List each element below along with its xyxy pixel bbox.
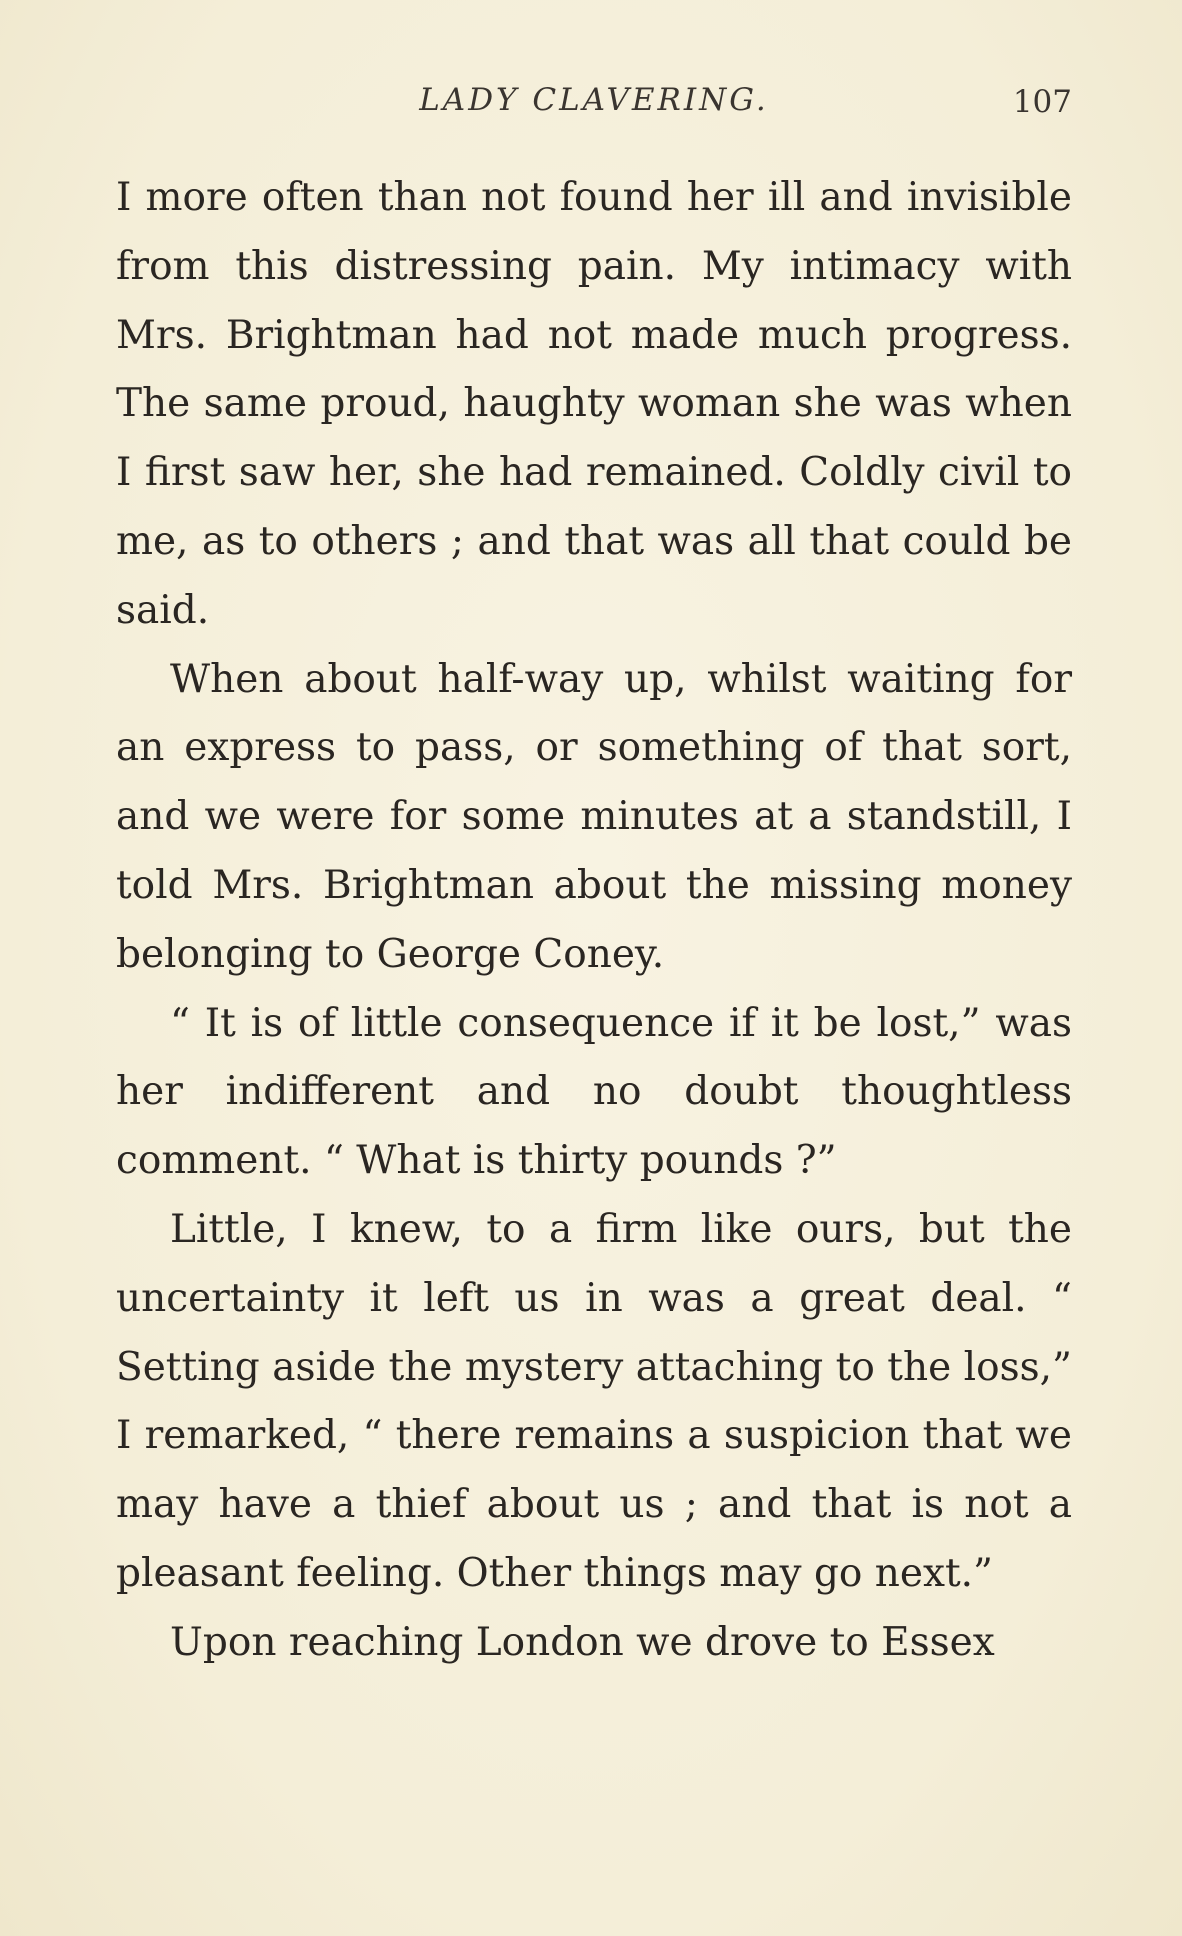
paragraph: Little, I knew, to a firm like ours, but the uncertainty it left us in was a great deal. “ Setting aside the mystery attaching to the loss,” I remarked, “ there remains a suspicion that we may have a thief about us ; and that is not a pleasant feeling. Other things may go next.” xyxy=(116,1206,1072,1596)
paragraph: “ It is of little consequence if it be lost,” was her indifferent and no doubt thoughtless comment. “ What is thirty pounds ?” xyxy=(116,1000,1072,1184)
paragraph: When about half-way up, whilst waiting for an express to pass, or something of that sort, and we were for some minutes at a standstill, I told Mrs. Brightman about the missing money belonging to George Coney. xyxy=(116,656,1072,977)
body-text xyxy=(116,164,1072,1678)
paragraph: Upon reaching London we drove to Essex xyxy=(170,1619,995,1665)
page-header xyxy=(116,82,1072,132)
paragraph: I more often than not found her ill and invisible from this distressing pain. My intimacy with Mrs. Brightman had not made much progress. The same proud, haughty woman she was when I first saw her, she had remained. Coldly civil to me, as to others ; and that was all that could be said. xyxy=(116,175,1072,633)
page-number: 107 xyxy=(1012,84,1072,120)
running-title: LADY CLAVERING. xyxy=(419,82,769,118)
